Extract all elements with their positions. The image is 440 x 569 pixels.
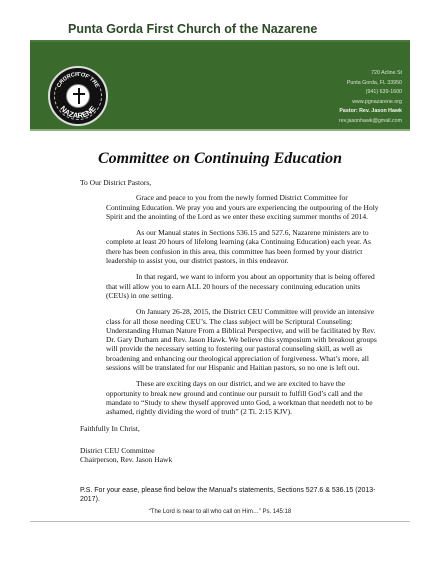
footer-quote: “The Lord is near to all who call on Him…” Ps. 145:18 bbox=[148, 509, 292, 515]
contact-email[interactable]: rev.jasonhawk@gmail.com bbox=[339, 117, 402, 124]
seal-top-text: CHURCH OF THE bbox=[56, 71, 100, 89]
letter-title: Committee on Continuing Education bbox=[97, 150, 343, 167]
paragraph-greeting: Grace and peace to you from the newly formed District Committee for Continuing Education. We pray you and yours are experiencing the outpouring of the Holy Spirit and the anointing of the Lord as we enter these exciting summer months of 2014. bbox=[106, 193, 379, 221]
signature-chairperson: Chairperson, Rev. Jason Hawk bbox=[80, 455, 173, 465]
seal-bottom-text: NAZARENE bbox=[58, 104, 98, 121]
cross-bar bbox=[73, 93, 85, 95]
closing: Faithfully In Christ, bbox=[80, 423, 140, 433]
contact-phone: (941) 639-1600 bbox=[365, 89, 402, 96]
church-name: Punta Gorda First Church of the Nazarene bbox=[68, 22, 318, 36]
seal-center bbox=[66, 84, 90, 108]
paragraph-opportunity: In that regard, we want to inform you about an opportunity that is being offered that will allow you to earn ALL 20 hours of the necessary continuing education units (CEUs) in one setting. bbox=[106, 272, 375, 300]
contact-pastor: Pastor: Rev. Jason Hawk bbox=[339, 108, 402, 115]
header-bottom-rule bbox=[30, 129, 410, 131]
paragraph-exciting: These are exciting days on our district, and we are excited to have the opportunity to break new ground and continue our pursuit to fulfill God’s call and the mandate to “Study to shew thyself approved unto God, a workman that needeth not to be ashamed, rightly dividing the word of truth” (2 Ti. 2:15 KJV). bbox=[106, 379, 373, 417]
cross-icon bbox=[78, 88, 80, 104]
salutation: To Our District Pastors, bbox=[80, 178, 152, 187]
contact-city: Punta Gorda, FL 33950 bbox=[346, 79, 402, 86]
letter-body bbox=[80, 178, 380, 464]
footer-rule bbox=[30, 521, 410, 522]
paragraph-manual: As our Manual states in Sections 536.15 and 527.6, Nazarene ministers are to complete at least 20 hours of lifelong learning (aka Continuing Education) each year. As there has been confusion in this area, this committee has been formed by your district leadership to assist you, our district pastors, in this endeavor. bbox=[106, 228, 371, 266]
paragraph-class: On January 26-28, 2015, the District CEU Committee will provide an intensive class for all those needing CEU’s. The class subject will be Scriptural Counseling: Understanding Human Nature From a Biblical Perspective, and will be facilitated by Rev. Dr. Gary Durham and Rev. Jason Hawk. We believe this symposium with breakout groups will provide the necessary setting to fostering our pastoral counseling skill, as well as broadening and enhancing our theological appreciation of forgiveness. What’s more, all sessions will be translated for our Hispanic and Haitian pastors, so no one is left out. bbox=[106, 307, 377, 373]
contact-address: 720 Acline St bbox=[371, 70, 402, 76]
contact-block bbox=[339, 69, 402, 127]
postscript: P.S. For your ease, please find below the Manual’s statements, Sections 527.6 & 536.15 (2013-2017). bbox=[80, 487, 376, 504]
signature-committee: District CEU Committee bbox=[80, 445, 155, 455]
church-seal-logo bbox=[48, 66, 108, 126]
contact-website[interactable]: www.pgnazarene.org bbox=[352, 98, 402, 105]
